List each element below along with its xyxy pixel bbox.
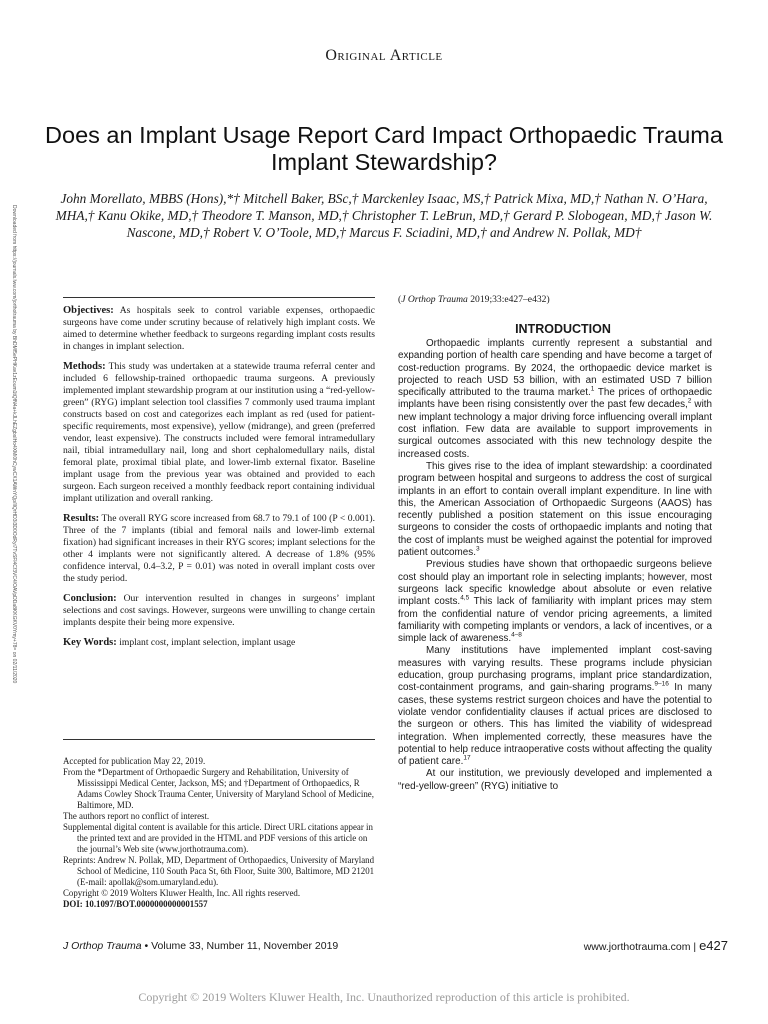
abstract-results	[63, 513, 375, 585]
footer-journal: J Orthop Trauma	[63, 940, 142, 952]
footer-separator: |	[690, 941, 700, 953]
intro-paragraph-3: Previous studies have shown that orthopaedic surgeons believe cost should play an important role in selecting implants; however, most surgeons lack specific knowledge about absolute or even relative implant costs.$^{4,5}$ This lack of familiarity with implant prices may stem from the confidential nature of vendor pricing agreements, a limited familiarity with competing implants or vendors, a lack of incentives, or a simple lack of awareness.$^{4-8}$	[398, 559, 712, 645]
accepted-date: Accepted for publication May 22, 2019.	[63, 756, 206, 766]
intro-paragraph-2: This gives rise to the idea of implant stewardship: a coordinated program between hospital and surgeons to address the cost of surgical implants in an effort to contain overall implant expenditure. In line with this, the American Association of Orthopaedic Surgeons (AAOS) has recently published a position statement on this issue encouraging surgeons to consider the costs of orthopaedic implants and noting that the cost of implants must be weighed against the potential for improved patient outcomes.$^3$	[398, 460, 712, 559]
footnote-rule	[63, 739, 375, 740]
article-title: Does an Implant Usage Report Card Impact Orthopaedic Trauma Implant Stewardship?	[45, 122, 723, 175]
intro-paragraph-4: Many institutions have implemented implant cost-saving measures with varying results. These programs include physician education, group purchasing programs, implant price standardization, cost-containment programs, and gain-sharing programs.$^{9-16}$ In many cases, these systems restrict surgeon choices and have the potential to violate vendor confidentiality clauses if actual prices are disclosed to the surgeon or others. This has limited the viability of widespread integration. When implemented correctly, these measures have the potential to help reduce intraoperative costs without affecting the quality of patient care.$^{17}$	[398, 645, 712, 768]
introduction-body	[398, 338, 712, 793]
conclusion-label: Conclusion:	[63, 593, 117, 604]
affiliations: From the *Department of Orthopaedic Surgery and Rehabilitation, University of Mississippi Medical Center, Jackson, MS; and †Department of Orthopaedics, R Adams Cowley Shock Trauma Center, University of Maryland School of Medicine, Baltimore, MD.	[63, 767, 374, 810]
intro-paragraph-1: Orthopaedic implants currently represent a substantial and expanding portion of health care spending and have become a target of cost-reduction programs. By 2024, the orthopaedic device market is projected to reach USD 53 billion, with an estimated USD 7 billion specifically attributed to the trauma market.$^1$ The prices of orthopaedic implants have been rising consistently over the past few decades,$^2$ with new implant technology a major driving force influencing overall implant cost inflation. Few data are available to support improvements in surgical outcomes associated with this new technology despite the increased costs.	[398, 338, 712, 460]
methods-text: This study was undertaken at a statewide trauma referral center and included 6 fellowship-trained orthopaedic trauma surgeons. A previously implemented implant stewardship program at our institution using a “red-yellow-green” (RYG) implant selection tool classifies 7 commonly used trauma implant constructs based on cost and categorizes each implant as red (used for patient-specific requirements, most expensive), yellow (midrange), and green (preferred vendor, least expensive). The constructs included were femoral intramedullary nail, tibial intramedullary nail, long and short cephalomedullary nails, distal femoral plate, proximal tibial plate, and lower-limb external fixator. Baseline implant usage from the previous year was obtained and provided to each surgeon. Each surgeon received a monthly feedback report containing individual implant utilization and overall ranking.	[63, 361, 375, 504]
reference-9-16[interactable]: 9–16	[654, 681, 669, 689]
reference-4-5[interactable]: 4,5	[460, 594, 470, 602]
abstract-keywords	[63, 637, 375, 649]
download-note-text: Downloaded from https://journals.lww.com/jorthotrauma by BhDMf5ePHKav1zEoum1tQfN4a+kJLhEZgbsIHo4XMi0hCywCX1AWnYQp/IlQrHD3i3D0OdRyi7TvSFl4Cf3VC4/OAVpDDa8KKGKV0Ymy+78= on 02/11/2020	[11, 205, 17, 684]
abstract	[63, 305, 375, 657]
objectives-label: Objectives:	[63, 305, 114, 316]
methods-label: Methods:	[63, 361, 106, 372]
citation-journal: J Orthop Trauma	[401, 294, 468, 305]
supplemental-note: Supplemental digital content is available for this article. Direct URL citations appear in the printed text and are provided in the HTML and PDF versions of this article on the journal’s Web site (www.jorthotrauma.com).	[63, 822, 373, 854]
reference-4-8[interactable]: 4–8	[511, 631, 522, 639]
conclusion-text: Our intervention resulted in changes in surgeons’ implant selections and cost savings. However, surgeons were unwilling to change certain implants despite their being more expensive.	[63, 593, 375, 628]
footnotes	[63, 756, 375, 910]
abstract-top-rule	[63, 297, 375, 298]
reprints-note: Reprints: Andrew N. Pollak, MD, Department of Orthopaedics, University of Maryland School of Medicine, 110 South Paca St, 6th Floor, Suite 300, Baltimore, MD 21201 (E-mail: apollak@som.umaryland.edu).	[63, 855, 375, 887]
download-note	[5, 205, 17, 815]
reference-2[interactable]: 2	[687, 398, 692, 406]
copyright-line: Copyright © 2019 Wolters Kluwer Health, Inc. All rights reserved.	[63, 888, 301, 898]
footer-journal-info	[63, 940, 338, 952]
conflict-statement: The authors report no conflict of interest.	[63, 811, 210, 821]
journal-citation: (J Orthop Trauma 2019;33:e427–e432)	[398, 294, 550, 305]
keywords-text: implant cost, implant selection, implant usage	[119, 637, 296, 648]
reference-3[interactable]: 3	[475, 545, 480, 553]
introduction-heading: INTRODUCTION	[515, 322, 611, 336]
footer-url[interactable]: www.jorthotrauma.com	[583, 941, 691, 953]
abstract-conclusion	[63, 593, 375, 629]
reference-1[interactable]: 1	[590, 385, 595, 393]
page-number: e427	[699, 938, 728, 953]
abstract-methods	[63, 361, 375, 505]
results-text: The overall RYG score increased from 68.7 to 79.1 of 100 (P < 0.001). Three of the 7 implants (tibial and femoral nails and lower-limb external fixation) had significant increases in their RYG scores; implant selections for the other 4 implants were not significantly altered. A decrease of 1.8% (95% confidence interval, 0.4–3.2, P = 0.01) was noted in overall implant costs over the study period.	[63, 513, 375, 584]
doi-link[interactable]: DOI: 10.1097/BOT.0000000000001557	[63, 899, 208, 909]
objectives-text: As hospitals seek to control variable expenses, orthopaedic surgeons have come under scrutiny because of relatively high implant costs. We aimed to determine whether feedback to surgeons regarding implant costs results in changes in implant selection.	[63, 305, 375, 352]
keywords-label: Key Words:	[63, 637, 117, 648]
section-label: Original Article	[325, 47, 443, 64]
footer-issue: • Volume 33, Number 11, November 2019	[141, 940, 339, 952]
citation-details: 2019;33:e427–e432)	[470, 294, 550, 305]
intro-paragraph-5: At our institution, we previously developed and implemented a “red-yellow-green” (RYG) initiative to	[398, 768, 712, 792]
abstract-objectives	[63, 305, 375, 353]
footer-page-info	[584, 938, 728, 953]
copyright-notice: Copyright © 2019 Wolters Kluwer Health, Inc. Unauthorized reproduction of this article is prohibited.	[138, 990, 630, 1004]
results-label: Results:	[63, 513, 100, 524]
author-list: John Morellato, MBBS (Hons),*† Mitchell Baker, BSc,† Marckenley Isaac, MS,† Patrick Mixa, MD,† Nathan N. O’Hara, MHA,† Kanu Okike, MD,† Theodore T. Manson, MD,† Christopher T. LeBrun, MD,† Gerard P. Slobogean, MD,† Jason W. Nascone, MD,† Robert V. O’Toole, MD,† Marcus F. Sciadini, MD,† and Andrew N. Pollak, MD†	[55, 191, 713, 240]
reference-17[interactable]: 17	[463, 754, 471, 762]
